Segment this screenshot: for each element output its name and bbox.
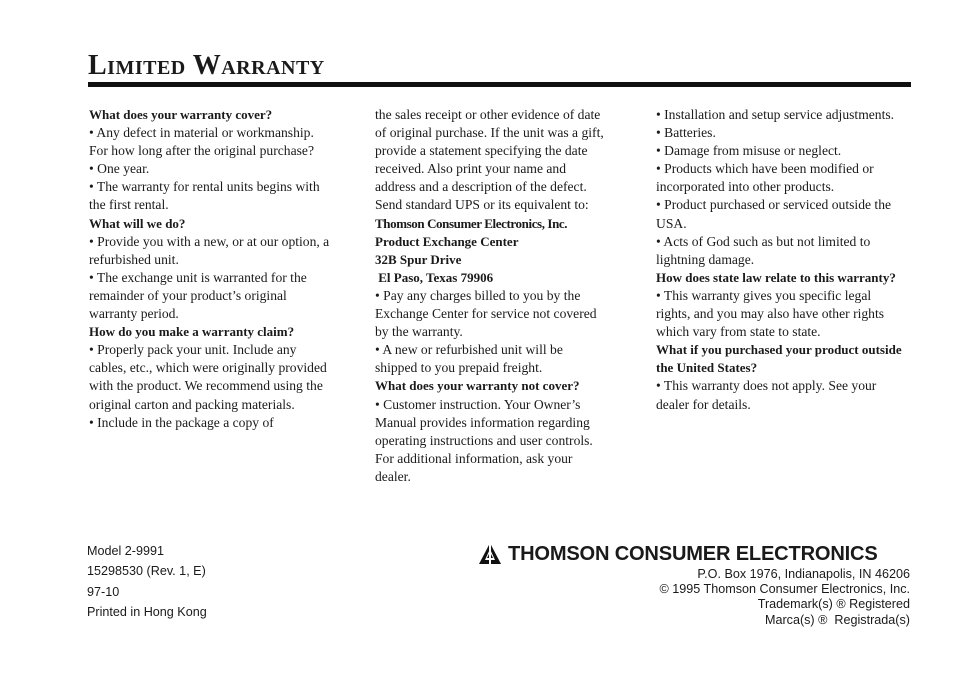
- col1-paragraph: For how long after the original purchase?: [89, 143, 314, 159]
- shipping-paragraph: • A new or refurbished unit will be shipped to you prepaid freight.: [375, 342, 563, 376]
- model-info: [87, 541, 207, 622]
- col3-heading: What if you purchased your product outside the United States?: [656, 342, 902, 376]
- col1-paragraph: • Any defect in material or workmanship.: [89, 125, 314, 141]
- charges-paragraph: • Pay any charges billed to you by the Exchange Center for service not covered by the warranty.: [375, 287, 597, 340]
- company-address: P.O. Box 1976, Indianapolis, IN 46206: [697, 567, 910, 581]
- printed-location: Printed in Hong Kong: [87, 604, 207, 619]
- trademark: Trademark(s) ® Registered: [757, 597, 910, 612]
- exchange-address-line-4: El Paso, Texas 79906: [375, 269, 494, 285]
- col1-paragraph: • Provide you with a new, or at our option, a refurbished unit.: [89, 233, 330, 267]
- title-rule: [88, 82, 911, 87]
- page-title: Limited Warranty: [88, 50, 325, 81]
- customer-instruction-paragraph: • Customer instruction. Your Owner’s Manual provides information regarding operating instructions and user controls. For additional information, ask your dealer.: [375, 396, 593, 484]
- col1-paragraph: • Include in the package a copy of: [89, 414, 274, 430]
- col3-paragraph: • Installation and setup service adjustments.: [656, 107, 895, 122]
- brand-name: THOMSON CONSUMER ELECTRONICS: [508, 542, 878, 565]
- thomson-logo-icon: [478, 542, 502, 566]
- col3-paragraph: • Acts of God such as but not limited to lightning damage.: [656, 233, 871, 267]
- marca: Marca(s) ® Registrada(s): [764, 612, 910, 627]
- brand-header: [478, 542, 911, 566]
- column-2: [375, 106, 605, 486]
- col3-paragraph: • This warranty does not apply. See your dealer for details.: [656, 378, 877, 412]
- exchange-address-line-2: Product Exchange Center: [375, 233, 519, 249]
- col3-paragraph: • Product purchased or serviced outside the USA.: [656, 197, 892, 231]
- col1-heading: What does your warranty cover?: [89, 107, 273, 122]
- col1-heading: What will we do?: [89, 215, 186, 231]
- column-1: [89, 106, 334, 432]
- exchange-address-line-1: Thomson Consumer Electronics, Inc.: [375, 215, 568, 231]
- col3-paragraph: • Products which have been modified or incorporated into other products.: [656, 161, 874, 195]
- col1-paragraph: • The exchange unit is warranted for the remainder of your product’s original warranty period.: [89, 269, 307, 322]
- col3-paragraph: • Batteries.: [656, 125, 716, 141]
- print-date: 97-10: [87, 584, 120, 599]
- company-info: [659, 567, 910, 628]
- col3-paragraph: • Damage from misuse or neglect.: [656, 143, 842, 159]
- column-2-intro: the sales receipt or other evidence of date of original purchase. If the unit was a gift, provide a statement specifying the date received. Also print your name and address and a description of the defect. Send standard UPS or its equivalent to:: [375, 107, 604, 213]
- part-number: 15298530 (Rev. 1, E): [87, 564, 206, 579]
- col1-heading: How do you make a warranty claim?: [89, 324, 295, 340]
- col3-heading: How does state law relate to this warranty?: [656, 269, 896, 285]
- col1-paragraph: • One year.: [89, 161, 150, 177]
- model-number: Model 2-9991: [87, 544, 165, 558]
- exchange-address-line-3: 32B Spur Drive: [375, 251, 462, 267]
- col1-paragraph: • Properly pack your unit. Include any cables, etc., which were originally provided with the product. We recommend using the original carton and packing materials.: [89, 342, 327, 412]
- not-covered-heading: What does your warranty not cover?: [375, 378, 580, 394]
- col1-paragraph: • The warranty for rental units begins with the first rental.: [89, 179, 320, 213]
- column-3: [656, 106, 906, 414]
- col3-paragraph: • This warranty gives you specific legal rights, and you may also have other rights which vary from state to state.: [656, 287, 885, 340]
- copyright: © 1995 Thomson Consumer Electronics, Inc.: [659, 582, 910, 597]
